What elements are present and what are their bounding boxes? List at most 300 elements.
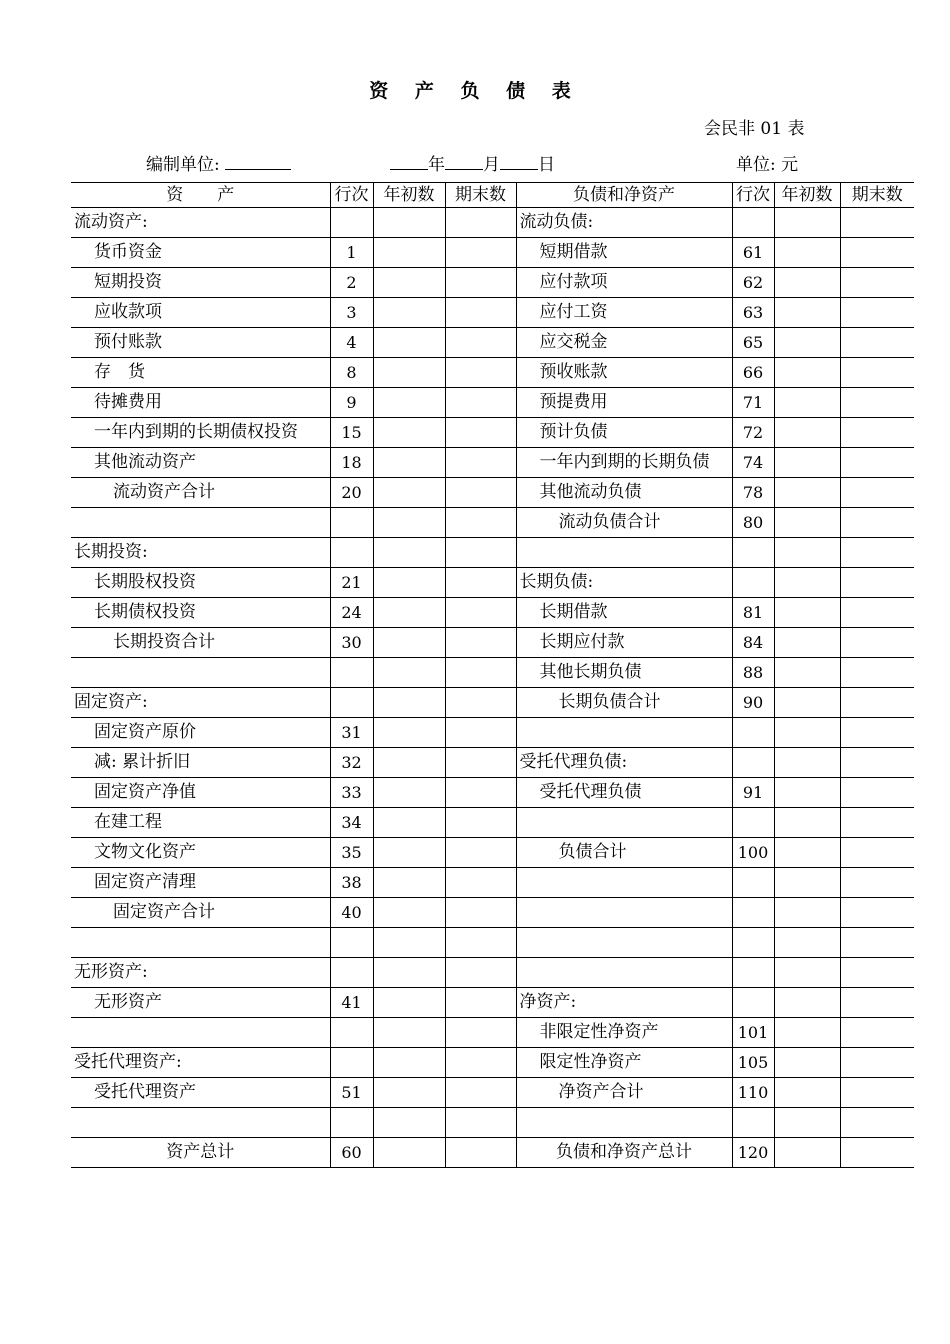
liability-closing-cell[interactable] [840, 358, 914, 388]
table-row [71, 388, 914, 418]
asset-item: 长期股权投资 [71, 568, 330, 598]
asset-opening-cell[interactable] [373, 538, 445, 568]
table-row [71, 358, 914, 388]
asset-item: 减: 累计折旧 [71, 748, 330, 778]
liability-opening-cell[interactable] [774, 838, 840, 868]
table-body [71, 208, 914, 1168]
liability-line-no [732, 568, 774, 598]
asset-item: 固定资产净值 [71, 778, 330, 808]
liability-line-no: 110 [732, 1078, 774, 1108]
table-row [71, 208, 914, 238]
col-header-assets: 资 产 [71, 183, 330, 208]
asset-closing-cell[interactable] [445, 388, 516, 418]
asset-item: 长期债权投资 [71, 598, 330, 628]
asset-closing-cell[interactable] [445, 1018, 516, 1048]
asset-opening-cell[interactable] [373, 628, 445, 658]
asset-opening-cell[interactable] [373, 358, 445, 388]
liability-item: 长期借款 [516, 598, 732, 628]
asset-opening-cell[interactable] [373, 988, 445, 1018]
liability-opening-cell[interactable] [774, 628, 840, 658]
liability-item [516, 538, 732, 568]
asset-opening-cell[interactable] [373, 478, 445, 508]
asset-item: 受托代理资产: [71, 1048, 330, 1078]
asset-item: 应收款项 [71, 298, 330, 328]
liability-item: 受托代理负债: [516, 748, 732, 778]
asset-line-no [330, 658, 373, 688]
asset-line-no: 21 [330, 568, 373, 598]
liability-item: 其他流动负债 [516, 478, 732, 508]
liability-closing-cell[interactable] [840, 298, 914, 328]
liability-line-no: 90 [732, 688, 774, 718]
table-row [71, 478, 914, 508]
asset-closing-cell[interactable] [445, 688, 516, 718]
liability-line-no [732, 928, 774, 958]
asset-line-no [330, 688, 373, 718]
liability-line-no: 63 [732, 298, 774, 328]
asset-closing-cell[interactable] [445, 1138, 516, 1168]
liability-closing-cell[interactable] [840, 688, 914, 718]
asset-item [71, 508, 330, 538]
liability-closing-cell[interactable] [840, 898, 914, 928]
table-row [71, 658, 914, 688]
liability-item: 长期负债合计 [516, 688, 732, 718]
liability-item [516, 1108, 732, 1138]
asset-opening-cell[interactable] [373, 1108, 445, 1138]
liability-opening-cell[interactable] [774, 388, 840, 418]
asset-line-no: 38 [330, 868, 373, 898]
table-row [71, 1078, 914, 1108]
asset-line-no: 33 [330, 778, 373, 808]
year-label: 年 [428, 155, 445, 175]
asset-item [71, 928, 330, 958]
table-row [71, 298, 914, 328]
liability-item [516, 718, 732, 748]
asset-item: 长期投资: [71, 538, 330, 568]
asset-opening-cell[interactable] [373, 808, 445, 838]
asset-line-no: 31 [330, 718, 373, 748]
asset-line-no: 60 [330, 1138, 373, 1168]
asset-line-no: 18 [330, 448, 373, 478]
liability-closing-cell[interactable] [840, 868, 914, 898]
liability-line-no: 91 [732, 778, 774, 808]
liability-opening-cell[interactable] [774, 868, 840, 898]
asset-line-no: 32 [330, 748, 373, 778]
month-label: 月 [483, 155, 500, 175]
liability-opening-cell[interactable] [774, 538, 840, 568]
asset-opening-cell[interactable] [373, 718, 445, 748]
asset-opening-cell[interactable] [373, 1048, 445, 1078]
liability-opening-cell[interactable] [774, 808, 840, 838]
liability-line-no [732, 898, 774, 928]
asset-line-no [330, 1018, 373, 1048]
liability-line-no: 100 [732, 838, 774, 868]
liability-opening-cell[interactable] [774, 1138, 840, 1168]
asset-opening-cell[interactable] [373, 328, 445, 358]
table-row [71, 718, 914, 748]
asset-opening-cell[interactable] [373, 1018, 445, 1048]
liability-item: 短期借款 [516, 238, 732, 268]
liability-line-no: 105 [732, 1048, 774, 1078]
liability-item [516, 898, 732, 928]
liability-closing-cell[interactable] [840, 478, 914, 508]
unit-field [146, 150, 291, 175]
asset-item: 待摊费用 [71, 388, 330, 418]
liability-opening-cell[interactable] [774, 688, 840, 718]
asset-item: 其他流动资产 [71, 448, 330, 478]
liability-item [516, 868, 732, 898]
asset-opening-cell[interactable] [373, 778, 445, 808]
liability-item: 净资产: [516, 988, 732, 1018]
asset-item: 固定资产: [71, 688, 330, 718]
col-header-line-no: 行次 [732, 183, 774, 208]
asset-item: 长期投资合计 [71, 628, 330, 658]
table-row [71, 328, 914, 358]
page-title: 资 产 负 债 表 [369, 80, 581, 102]
asset-opening-cell[interactable] [373, 298, 445, 328]
liability-line-no: 81 [732, 598, 774, 628]
asset-line-no: 41 [330, 988, 373, 1018]
day-blank[interactable] [500, 154, 538, 170]
asset-line-no [330, 1108, 373, 1138]
asset-item [71, 658, 330, 688]
asset-opening-cell[interactable] [373, 958, 445, 988]
asset-item [71, 1018, 330, 1048]
asset-closing-cell[interactable] [445, 418, 516, 448]
asset-line-no: 35 [330, 838, 373, 868]
table-row [71, 1138, 914, 1168]
liability-item: 净资产合计 [516, 1078, 732, 1108]
table-row [71, 568, 914, 598]
col-header-liabilities: 负债和净资产 [516, 183, 732, 208]
liability-opening-cell[interactable] [774, 298, 840, 328]
liability-closing-cell[interactable] [840, 1078, 914, 1108]
liability-opening-cell[interactable] [774, 658, 840, 688]
asset-opening-cell[interactable] [373, 508, 445, 538]
liability-closing-cell[interactable] [840, 508, 914, 538]
unit-blank[interactable] [225, 154, 291, 170]
table-row [71, 448, 914, 478]
table-row [71, 598, 914, 628]
liability-opening-cell[interactable] [774, 448, 840, 478]
asset-opening-cell[interactable] [373, 568, 445, 598]
liability-item: 应交税金 [516, 328, 732, 358]
asset-item: 文物文化资产 [71, 838, 330, 868]
asset-item: 无形资产 [71, 988, 330, 1018]
liability-line-no [732, 208, 774, 238]
asset-closing-cell[interactable] [445, 478, 516, 508]
asset-opening-cell[interactable] [373, 268, 445, 298]
table-row [71, 628, 914, 658]
table-row [71, 238, 914, 268]
asset-closing-cell[interactable] [445, 328, 516, 358]
asset-closing-cell[interactable] [445, 718, 516, 748]
liability-item: 负债和净资产总计 [516, 1138, 732, 1168]
liability-opening-cell[interactable] [774, 478, 840, 508]
liability-closing-cell[interactable] [840, 448, 914, 478]
asset-line-no: 2 [330, 268, 373, 298]
asset-line-no: 34 [330, 808, 373, 838]
asset-opening-cell[interactable] [373, 418, 445, 448]
year-blank[interactable] [390, 154, 428, 170]
liability-item: 应付款项 [516, 268, 732, 298]
asset-item: 固定资产合计 [71, 898, 330, 928]
asset-item: 固定资产清理 [71, 868, 330, 898]
liability-opening-cell[interactable] [774, 268, 840, 298]
asset-item: 预付账款 [71, 328, 330, 358]
asset-opening-cell[interactable] [373, 1138, 445, 1168]
liability-item: 应付工资 [516, 298, 732, 328]
liability-line-no [732, 718, 774, 748]
liability-item: 限定性净资产 [516, 1048, 732, 1078]
asset-item: 一年内到期的长期债权投资 [71, 418, 330, 448]
liability-closing-cell[interactable] [840, 418, 914, 448]
asset-item: 短期投资 [71, 268, 330, 298]
liability-item [516, 808, 732, 838]
liability-opening-cell[interactable] [774, 748, 840, 778]
liability-item: 长期负债: [516, 568, 732, 598]
asset-item: 受托代理资产 [71, 1078, 330, 1108]
asset-item: 流动资产合计 [71, 478, 330, 508]
day-label: 日 [538, 155, 555, 175]
liability-line-no: 80 [732, 508, 774, 538]
liability-closing-cell[interactable] [840, 598, 914, 628]
table-row [71, 838, 914, 868]
asset-closing-cell[interactable] [445, 778, 516, 808]
liability-item: 流动负债: [516, 208, 732, 238]
liability-item [516, 958, 732, 988]
liability-closing-cell[interactable] [840, 778, 914, 808]
liability-closing-cell[interactable] [840, 208, 914, 238]
liability-closing-cell[interactable] [840, 928, 914, 958]
asset-closing-cell[interactable] [445, 988, 516, 1018]
asset-closing-cell[interactable] [445, 808, 516, 838]
liability-opening-cell[interactable] [774, 598, 840, 628]
liability-opening-cell[interactable] [774, 208, 840, 238]
liability-line-no: 88 [732, 658, 774, 688]
liability-line-no [732, 1108, 774, 1138]
liability-closing-cell[interactable] [840, 988, 914, 1018]
asset-line-no: 8 [330, 358, 373, 388]
asset-closing-cell[interactable] [445, 838, 516, 868]
liability-closing-cell[interactable] [840, 268, 914, 298]
asset-closing-cell[interactable] [445, 928, 516, 958]
table-row [71, 988, 914, 1018]
col-header-opening: 年初数 [774, 183, 840, 208]
liability-opening-cell[interactable] [774, 898, 840, 928]
liability-closing-cell[interactable] [840, 1048, 914, 1078]
table-row [71, 1108, 914, 1138]
asset-opening-cell[interactable] [373, 688, 445, 718]
asset-item: 存 货 [71, 358, 330, 388]
liability-closing-cell[interactable] [840, 718, 914, 748]
liability-line-no [732, 748, 774, 778]
table-row [71, 868, 914, 898]
unit-label: 编制单位: [146, 155, 220, 175]
asset-opening-cell[interactable] [373, 658, 445, 688]
col-header-closing: 期末数 [840, 183, 914, 208]
month-blank[interactable] [445, 154, 483, 170]
table-row [71, 928, 914, 958]
table-header-row [71, 183, 914, 208]
asset-closing-cell[interactable] [445, 1078, 516, 1108]
asset-opening-cell[interactable] [373, 748, 445, 778]
liability-opening-cell[interactable] [774, 988, 840, 1018]
asset-closing-cell[interactable] [445, 298, 516, 328]
table-row [71, 1048, 914, 1078]
liability-line-no: 66 [732, 358, 774, 388]
liability-opening-cell[interactable] [774, 358, 840, 388]
asset-item: 货币资金 [71, 238, 330, 268]
asset-line-no [330, 928, 373, 958]
liability-line-no: 101 [732, 1018, 774, 1048]
asset-item: 无形资产: [71, 958, 330, 988]
balance-sheet-table [71, 182, 914, 1168]
liability-closing-cell[interactable] [840, 658, 914, 688]
asset-opening-cell[interactable] [373, 928, 445, 958]
liability-opening-cell[interactable] [774, 778, 840, 808]
asset-closing-cell[interactable] [445, 568, 516, 598]
liability-closing-cell[interactable] [840, 538, 914, 568]
asset-opening-cell[interactable] [373, 868, 445, 898]
table-row [71, 268, 914, 298]
asset-closing-cell[interactable] [445, 1108, 516, 1138]
liability-closing-cell[interactable] [840, 568, 914, 598]
liability-opening-cell[interactable] [774, 718, 840, 748]
asset-opening-cell[interactable] [373, 388, 445, 418]
asset-opening-cell[interactable] [373, 238, 445, 268]
asset-closing-cell[interactable] [445, 1048, 516, 1078]
table-row [71, 418, 914, 448]
asset-closing-cell[interactable] [445, 268, 516, 298]
liability-line-no [732, 808, 774, 838]
liability-closing-cell[interactable] [840, 388, 914, 418]
liability-item: 其他长期负债 [516, 658, 732, 688]
liability-line-no: 62 [732, 268, 774, 298]
asset-closing-cell[interactable] [445, 958, 516, 988]
liability-closing-cell[interactable] [840, 958, 914, 988]
table-row [71, 808, 914, 838]
liability-closing-cell[interactable] [840, 1138, 914, 1168]
asset-closing-cell[interactable] [445, 358, 516, 388]
liability-closing-cell[interactable] [840, 1018, 914, 1048]
asset-closing-cell[interactable] [445, 658, 516, 688]
asset-line-no: 1 [330, 238, 373, 268]
asset-opening-cell[interactable] [373, 208, 445, 238]
asset-closing-cell[interactable] [445, 238, 516, 268]
asset-closing-cell[interactable] [445, 898, 516, 928]
liability-line-no: 61 [732, 238, 774, 268]
currency-unit: 单位: 元 [736, 155, 799, 175]
table-row [71, 748, 914, 778]
asset-closing-cell[interactable] [445, 508, 516, 538]
col-header-line-no: 行次 [330, 183, 373, 208]
asset-line-no: 9 [330, 388, 373, 418]
table-row [71, 688, 914, 718]
liability-item: 非限定性净资产 [516, 1018, 732, 1048]
asset-line-no [330, 508, 373, 538]
col-header-closing: 期末数 [445, 183, 516, 208]
asset-closing-cell[interactable] [445, 598, 516, 628]
liability-line-no: 65 [732, 328, 774, 358]
asset-closing-cell[interactable] [445, 748, 516, 778]
asset-opening-cell[interactable] [373, 1078, 445, 1108]
liability-opening-cell[interactable] [774, 1108, 840, 1138]
liability-item: 预收账款 [516, 358, 732, 388]
liability-opening-cell[interactable] [774, 328, 840, 358]
liability-closing-cell[interactable] [840, 628, 914, 658]
table-row [71, 778, 914, 808]
asset-line-no: 3 [330, 298, 373, 328]
asset-line-no [330, 1048, 373, 1078]
liability-line-no [732, 988, 774, 1018]
liability-closing-cell[interactable] [840, 328, 914, 358]
liability-opening-cell[interactable] [774, 508, 840, 538]
liability-opening-cell[interactable] [774, 928, 840, 958]
liability-item: 预计负债 [516, 418, 732, 448]
liability-item [516, 928, 732, 958]
liability-line-no [732, 868, 774, 898]
liability-opening-cell[interactable] [774, 1078, 840, 1108]
liability-opening-cell[interactable] [774, 1018, 840, 1048]
liability-item: 长期应付款 [516, 628, 732, 658]
liability-opening-cell[interactable] [774, 958, 840, 988]
asset-line-no: 24 [330, 598, 373, 628]
asset-closing-cell[interactable] [445, 448, 516, 478]
liability-line-no: 120 [732, 1138, 774, 1168]
asset-item: 在建工程 [71, 808, 330, 838]
asset-item: 固定资产原价 [71, 718, 330, 748]
liability-opening-cell[interactable] [774, 568, 840, 598]
asset-opening-cell[interactable] [373, 838, 445, 868]
liability-item: 受托代理负债 [516, 778, 732, 808]
asset-line-no: 40 [330, 898, 373, 928]
table-row [71, 508, 914, 538]
table-row [71, 898, 914, 928]
liability-line-no: 72 [732, 418, 774, 448]
asset-line-no [330, 208, 373, 238]
asset-line-no: 15 [330, 418, 373, 448]
asset-line-no: 51 [330, 1078, 373, 1108]
liability-item: 一年内到期的长期负债 [516, 448, 732, 478]
asset-closing-cell[interactable] [445, 208, 516, 238]
liability-closing-cell[interactable] [840, 1108, 914, 1138]
table-row [71, 1018, 914, 1048]
asset-item: 资产总计 [71, 1138, 330, 1168]
liability-closing-cell[interactable] [840, 838, 914, 868]
liability-line-no: 78 [732, 478, 774, 508]
asset-opening-cell[interactable] [373, 898, 445, 928]
liability-opening-cell[interactable] [774, 1048, 840, 1078]
liability-closing-cell[interactable] [840, 808, 914, 838]
form-number: 会民非 01 表 [704, 119, 805, 139]
liability-opening-cell[interactable] [774, 418, 840, 448]
liability-item: 负债合计 [516, 838, 732, 868]
asset-line-no: 4 [330, 328, 373, 358]
asset-closing-cell[interactable] [445, 538, 516, 568]
liability-line-no: 74 [732, 448, 774, 478]
asset-opening-cell[interactable] [373, 598, 445, 628]
asset-closing-cell[interactable] [445, 628, 516, 658]
liability-line-no: 71 [732, 388, 774, 418]
liability-closing-cell[interactable] [840, 238, 914, 268]
liability-line-no [732, 958, 774, 988]
asset-closing-cell[interactable] [445, 868, 516, 898]
date-field [390, 150, 555, 175]
liability-closing-cell[interactable] [840, 748, 914, 778]
liability-line-no: 84 [732, 628, 774, 658]
liability-opening-cell[interactable] [774, 238, 840, 268]
asset-opening-cell[interactable] [373, 448, 445, 478]
